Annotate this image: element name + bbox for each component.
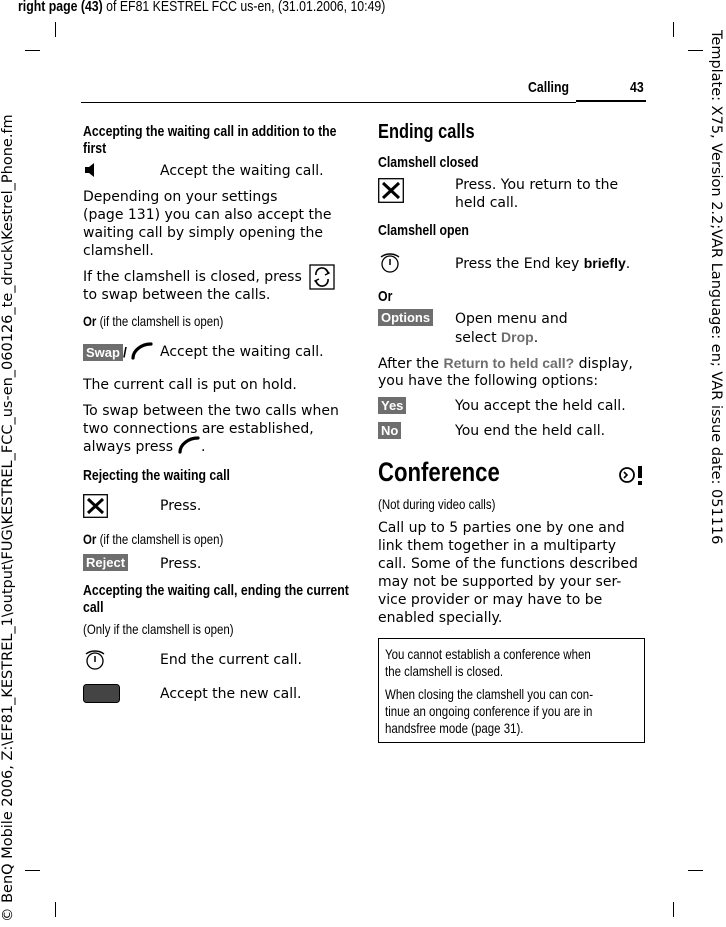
crop-mark (25, 870, 40, 871)
or-label: Or (378, 288, 393, 305)
return-held-call-menu: Return to held call? (443, 355, 575, 371)
swap-para-line-1: To swap between the two calls when (83, 403, 339, 419)
note-1-line-2: the clamshell is closed. (385, 663, 504, 679)
crop-mark (688, 50, 703, 51)
note-1-line-1: You cannot establish a conference when (385, 646, 591, 662)
page-number: 43 (630, 79, 644, 96)
drop-menu-item[interactable]: Drop (501, 329, 534, 345)
document-meta-header (18, 0, 385, 15)
call-key-icon (131, 342, 153, 360)
end-current-text: End the current call. (160, 652, 302, 668)
no-softkey[interactable]: No (378, 422, 401, 439)
header-rule (81, 102, 576, 103)
conference-line-5: vice provider or may have to be (378, 592, 603, 608)
closed-text-2: held call. (455, 195, 519, 211)
after-line-2: you have the following options: (378, 373, 599, 389)
call-key-icon (178, 436, 200, 454)
conference-feature-icon (618, 463, 646, 493)
swap-accept-text: Accept the waiting call. (160, 344, 324, 360)
open-text: Press the End key briefly. (455, 255, 631, 272)
swap-softkey[interactable]: Swap (83, 344, 123, 361)
depending-line-4: clamshell. (83, 243, 154, 259)
side-text-right: Template: X75, Version 2.2;VAR Language: en; VAR issue date: 051116 (708, 30, 724, 545)
crop-mark (55, 22, 56, 37)
clamshell-line-1: If the clamshell is closed, press (83, 269, 302, 285)
swap-para-end: . (201, 439, 206, 455)
conference-line-6: enabled specially. (378, 610, 503, 626)
swap-slash: / (122, 344, 127, 360)
note-2-line-2: tinue an ongoing conference if you are in (385, 703, 593, 719)
reject-softkey[interactable]: Reject (83, 554, 128, 571)
conference-line-3: call. Some of the functions described (378, 556, 638, 572)
closed-text-1: Press. You return to the (455, 177, 619, 193)
crop-mark (673, 902, 674, 917)
swap-para-line-2: two connections are established, (83, 421, 314, 437)
options-text-1: Open menu and (455, 311, 568, 327)
depending-line-2: (page 131) you can also accept the (83, 207, 332, 223)
conference-line-1: Call up to 5 parties one by one and (378, 520, 625, 536)
section-title: Calling (528, 79, 570, 96)
meta-header-bold: right page (43) (18, 0, 103, 15)
swap-para-line-3: always press (83, 439, 174, 455)
clamshell-line-2: to swap between the calls. (83, 287, 271, 303)
crop-mark (688, 870, 703, 871)
only-if-open: (Only if the clamshell is open) (83, 621, 234, 637)
swap-row (83, 342, 127, 362)
clamshell-key-icon (83, 494, 108, 518)
left-softkey-icon (83, 684, 120, 703)
or-clamshell-open: Or (if the clamshell is open) (83, 313, 224, 329)
depending-line-1: Depending on your settings (83, 189, 278, 205)
yes-text: You accept the held call. (455, 398, 626, 414)
swap-key-icon (309, 264, 335, 290)
reject-key-text: Press. (160, 556, 202, 572)
conference-line-2: link them together in a multiparty (378, 538, 617, 554)
note-2-line-1: When closing the clamshell you can con- (385, 686, 594, 702)
note-2-line-3: handsfree mode (page 31). (385, 720, 524, 736)
conference-icon (618, 463, 646, 487)
reject-press-text: Press. (160, 498, 202, 514)
end-key-icon (83, 648, 107, 672)
no-text: You end the held call. (455, 423, 606, 439)
meta-header-rest: of EF81 KESTREL FCC us-en, (31.01.2006, 10:49) (102, 0, 386, 15)
crop-mark (673, 22, 674, 37)
end-key-icon (378, 251, 402, 275)
not-video-note: (Not during video calls) (378, 496, 496, 512)
heading-clamshell-closed: Clamshell closed (378, 154, 479, 171)
heading-rejecting: Rejecting the waiting call (83, 467, 230, 484)
options-softkey[interactable]: Options (378, 309, 433, 326)
or-clamshell-open-2: Or (if the clamshell is open) (83, 531, 224, 547)
clamshell-key-icon (378, 178, 404, 203)
heading-clamshell-open: Clamshell open (378, 222, 469, 239)
heading-ending-calls: Ending calls (378, 121, 475, 143)
hold-text: The current call is put on hold. (83, 377, 297, 393)
depending-line-3: waiting call by simply opening the (83, 225, 323, 241)
side-text-left: © BenQ Mobile 2006, Z:\EF81_KESTREL_1\output\FUG\KESTREL_FCC_us-en_060126_te_druck\Kestrel_Phone.fm (0, 114, 16, 922)
after-line-1: After the Return to held call? display, (378, 355, 633, 372)
heading-accept-end: Accepting the waiting call, ending the current call (83, 582, 349, 616)
conference-line-4: may not be supported by your ser- (378, 574, 622, 590)
accept-waiting-text: Accept the waiting call. (160, 163, 324, 179)
crop-mark (55, 902, 56, 917)
header-rule-thick (576, 100, 646, 102)
yes-softkey[interactable]: Yes (378, 397, 406, 414)
heading-conference: Conference (378, 457, 500, 487)
speaker-icon (83, 163, 97, 177)
heading-accepting-waiting: Accepting the waiting call in addition to the first (83, 123, 337, 157)
accept-new-text: Accept the new call. (160, 686, 302, 702)
crop-mark (25, 50, 40, 51)
options-text-2: select Drop. (455, 329, 539, 346)
